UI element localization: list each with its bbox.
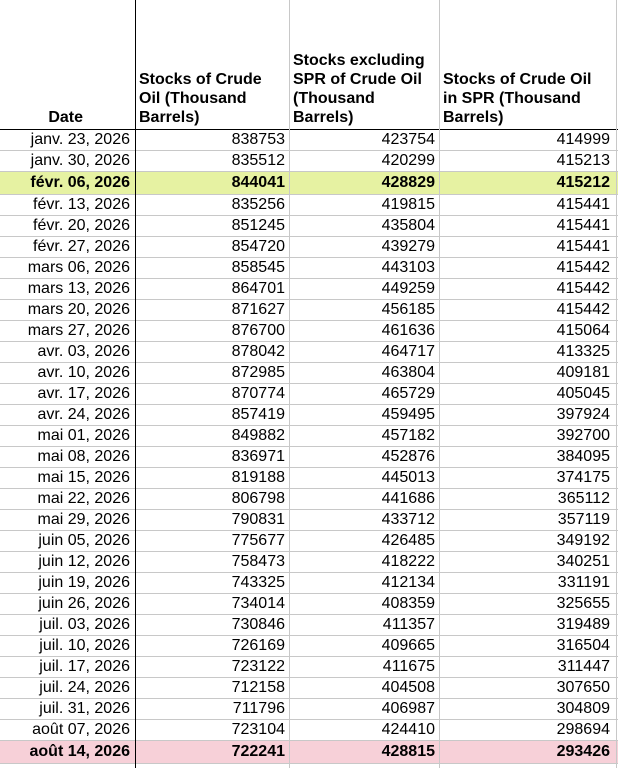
cell-stocks-in-spr[interactable]: 414999	[556, 131, 610, 148]
cell-stocks-excluding-spr[interactable]: 404508	[381, 679, 435, 696]
cell-stocks-in-spr[interactable]: 307650	[556, 679, 610, 696]
cell-date[interactable]: août 07, 2026	[32, 721, 130, 738]
cell-stocks-in-spr[interactable]: 415441	[556, 217, 610, 234]
column-divider	[616, 0, 617, 768]
table-row	[0, 172, 618, 195]
cell-stocks-excluding-spr[interactable]: 456185	[381, 301, 435, 318]
table-row	[0, 426, 618, 447]
cell-stocks-excluding-spr[interactable]: 443103	[381, 259, 435, 276]
cell-date[interactable]: mars 20, 2026	[27, 301, 130, 318]
table-row	[0, 405, 618, 426]
cell-stocks-excluding-spr[interactable]: 426485	[381, 532, 435, 549]
cell-stocks-in-spr[interactable]: 319489	[556, 616, 610, 633]
cell-crude-oil-stocks[interactable]: 849882	[231, 427, 285, 444]
table-row	[0, 321, 618, 342]
table-row	[0, 615, 618, 636]
cell-crude-oil-stocks[interactable]: 851245	[231, 217, 285, 234]
cell-stocks-in-spr[interactable]: 325655	[556, 595, 610, 612]
cell-stocks-excluding-spr[interactable]: 411357	[382, 616, 435, 633]
cell-date[interactable]: mai 08, 2026	[37, 448, 130, 465]
cell-crude-oil-stocks[interactable]: 726169	[231, 637, 285, 654]
table-row	[0, 678, 618, 699]
cell-crude-oil-stocks[interactable]: 835256	[231, 196, 285, 213]
cell-crude-oil-stocks[interactable]: 775677	[231, 532, 285, 549]
cell-stocks-in-spr[interactable]: 331191	[557, 574, 610, 591]
cell-stocks-in-spr[interactable]: 349192	[556, 532, 610, 549]
cell-stocks-excluding-spr[interactable]: 428829	[381, 174, 435, 191]
cell-crude-oil-stocks[interactable]: 723122	[231, 658, 285, 675]
cell-stocks-excluding-spr[interactable]: 408359	[381, 595, 435, 612]
cell-crude-oil-stocks[interactable]: 838753	[231, 131, 285, 148]
cell-date[interactable]: juin 05, 2026	[38, 532, 130, 549]
cell-stocks-in-spr[interactable]: 415441	[556, 238, 610, 255]
header-crude-oil-stocks[interactable]	[136, 0, 289, 129]
cell-crude-oil-stocks[interactable]: 878042	[231, 343, 285, 360]
cell-stocks-excluding-spr[interactable]: 439279	[381, 238, 435, 255]
cell-stocks-excluding-spr[interactable]: 409665	[381, 637, 435, 654]
cell-stocks-in-spr[interactable]: 304809	[556, 700, 610, 717]
cell-date[interactable]: avr. 17, 2026	[37, 385, 130, 402]
cell-date[interactable]: févr. 27, 2026	[33, 238, 130, 255]
table-row	[0, 573, 618, 594]
cell-date[interactable]: juin 19, 2026	[38, 574, 130, 591]
cell-stocks-in-spr[interactable]: 384095	[556, 448, 610, 465]
cell-stocks-in-spr[interactable]: 405045	[556, 385, 610, 402]
cell-stocks-in-spr[interactable]: 392700	[556, 427, 610, 444]
cell-crude-oil-stocks[interactable]: 876700	[231, 322, 285, 339]
table-row	[0, 468, 618, 489]
cell-crude-oil-stocks[interactable]: 858545	[231, 259, 285, 276]
table-row	[0, 741, 618, 764]
cell-crude-oil-stocks[interactable]: 871627	[231, 301, 285, 318]
table-row	[0, 363, 618, 384]
cell-stocks-in-spr[interactable]: 374175	[556, 469, 610, 486]
cell-crude-oil-stocks[interactable]: 870774	[231, 385, 285, 402]
cell-date[interactable]: juin 12, 2026	[38, 553, 130, 570]
cell-crude-oil-stocks[interactable]: 835512	[231, 152, 285, 169]
cell-stocks-excluding-spr[interactable]: 428815	[381, 743, 435, 760]
cell-date[interactable]: mai 15, 2026	[37, 469, 130, 486]
table-row	[0, 151, 618, 172]
cell-stocks-excluding-spr[interactable]: 452876	[381, 448, 435, 465]
cell-date[interactable]: févr. 20, 2026	[33, 217, 130, 234]
table-row	[0, 447, 618, 468]
cell-stocks-excluding-spr[interactable]: 419815	[381, 196, 435, 213]
cell-date[interactable]: mai 29, 2026	[37, 511, 130, 528]
cell-stocks-in-spr[interactable]: 409181	[556, 364, 610, 381]
cell-stocks-excluding-spr[interactable]: 449259	[381, 280, 435, 297]
cell-stocks-excluding-spr[interactable]: 418222	[381, 553, 435, 570]
header-stocks-in-spr-label: Stocks of Crude Oil in SPR (Thousand Barrels)	[443, 71, 592, 126]
table-row	[0, 552, 618, 573]
cell-stocks-excluding-spr[interactable]: 406987	[381, 700, 435, 717]
column-divider	[289, 0, 290, 768]
cell-crude-oil-stocks[interactable]: 819188	[231, 469, 285, 486]
cell-crude-oil-stocks[interactable]: 790831	[231, 511, 285, 528]
table-row	[0, 258, 618, 279]
cell-date[interactable]: mars 13, 2026	[27, 280, 130, 297]
cell-crude-oil-stocks[interactable]: 734014	[231, 595, 285, 612]
cell-stocks-in-spr[interactable]: 415442	[556, 259, 610, 276]
cell-date[interactable]: janv. 30, 2026	[30, 152, 130, 169]
column-divider	[135, 0, 136, 768]
table-row	[0, 594, 618, 615]
cell-stocks-in-spr[interactable]: 298694	[556, 721, 610, 738]
cell-date[interactable]: juin 26, 2026	[38, 595, 130, 612]
column-divider	[439, 0, 440, 768]
header-stocks-excluding-spr-label: Stocks excluding SPR of Crude Oil (Thousand Barrels)	[293, 52, 425, 126]
cell-stocks-excluding-spr[interactable]: 412134	[381, 574, 435, 591]
table-row	[0, 195, 618, 216]
cell-stocks-excluding-spr[interactable]: 423754	[381, 131, 435, 148]
cell-stocks-in-spr[interactable]: 316504	[556, 637, 610, 654]
cell-crude-oil-stocks[interactable]: 712158	[231, 679, 285, 696]
cell-stocks-in-spr[interactable]: 415212	[556, 174, 610, 191]
cell-stocks-excluding-spr[interactable]: 433712	[381, 511, 435, 528]
cell-crude-oil-stocks[interactable]: 723104	[231, 721, 285, 738]
cell-stocks-in-spr[interactable]: 415442	[556, 301, 610, 318]
header-crude-oil-stocks-label: Stocks of Crude Oil (Thousand Barrels)	[139, 71, 262, 126]
table-row	[0, 531, 618, 552]
cell-stocks-excluding-spr[interactable]: 461636	[381, 322, 435, 339]
cell-date[interactable]: mai 01, 2026	[37, 427, 130, 444]
cell-stocks-excluding-spr[interactable]: 420299	[381, 152, 435, 169]
data-rows	[0, 130, 618, 764]
cell-date[interactable]: juil. 31, 2026	[39, 700, 130, 717]
header-stocks-excluding-spr[interactable]	[290, 0, 439, 129]
cell-crude-oil-stocks[interactable]: 872985	[231, 364, 285, 381]
table-row	[0, 657, 618, 678]
table-row	[0, 720, 618, 741]
cell-crude-oil-stocks[interactable]: 864701	[231, 280, 285, 297]
table-row	[0, 342, 618, 363]
cell-stocks-excluding-spr[interactable]: 457182	[381, 427, 435, 444]
table-row	[0, 699, 618, 720]
cell-stocks-in-spr[interactable]: 340251	[556, 553, 610, 570]
cell-stocks-in-spr[interactable]: 311447	[557, 658, 610, 675]
cell-date[interactable]: avr. 24, 2026	[37, 406, 130, 423]
table-row	[0, 216, 618, 237]
header-row	[0, 0, 618, 130]
cell-crude-oil-stocks[interactable]: 730846	[231, 616, 285, 633]
cell-stocks-excluding-spr[interactable]: 459495	[381, 406, 435, 423]
cell-date[interactable]: août 14, 2026	[29, 743, 130, 760]
cell-crude-oil-stocks[interactable]: 836971	[231, 448, 285, 465]
table-row	[0, 636, 618, 657]
cell-stocks-in-spr[interactable]: 413325	[556, 343, 610, 360]
cell-date[interactable]: janv. 23, 2026	[30, 131, 130, 148]
cell-stocks-excluding-spr[interactable]: 445013	[381, 469, 435, 486]
table-row	[0, 300, 618, 321]
cell-date[interactable]: mars 27, 2026	[27, 322, 130, 339]
header-date[interactable]	[0, 0, 135, 129]
table-row	[0, 489, 618, 510]
cell-crude-oil-stocks[interactable]: 857419	[231, 406, 285, 423]
cell-date[interactable]: juil. 03, 2026	[39, 616, 130, 633]
table-row	[0, 510, 618, 531]
cell-stocks-in-spr[interactable]: 357119	[557, 511, 610, 528]
cell-stocks-excluding-spr[interactable]: 424410	[381, 721, 435, 738]
cell-stocks-excluding-spr[interactable]: 435804	[381, 217, 435, 234]
cell-crude-oil-stocks[interactable]: 758473	[231, 553, 285, 570]
cell-stocks-in-spr[interactable]: 415213	[556, 152, 610, 169]
cell-date[interactable]: févr. 06, 2026	[30, 174, 130, 191]
cell-date[interactable]: juil. 24, 2026	[39, 679, 130, 696]
cell-date[interactable]: févr. 13, 2026	[33, 196, 130, 213]
cell-stocks-excluding-spr[interactable]: 463804	[381, 364, 435, 381]
cell-stocks-in-spr[interactable]: 293426	[556, 743, 610, 760]
table-row	[0, 384, 618, 405]
cell-date[interactable]: mars 06, 2026	[27, 259, 130, 276]
cell-date[interactable]: juil. 17, 2026	[39, 658, 130, 675]
cell-crude-oil-stocks[interactable]: 711796	[232, 700, 285, 717]
cell-crude-oil-stocks[interactable]: 844041	[231, 174, 285, 191]
cell-stocks-excluding-spr[interactable]: 464717	[381, 343, 435, 360]
header-stocks-in-spr[interactable]	[440, 0, 616, 129]
header-date-label: Date	[48, 109, 83, 126]
cell-stocks-excluding-spr[interactable]: 465729	[381, 385, 435, 402]
cell-crude-oil-stocks[interactable]: 806798	[231, 490, 285, 507]
cell-date[interactable]: avr. 10, 2026	[37, 364, 130, 381]
cell-crude-oil-stocks[interactable]: 743325	[231, 574, 285, 591]
cell-stocks-in-spr[interactable]: 415441	[556, 196, 610, 213]
cell-stocks-excluding-spr[interactable]: 411675	[382, 658, 435, 675]
cell-stocks-in-spr[interactable]: 415064	[556, 322, 610, 339]
table-row	[0, 279, 618, 300]
cell-stocks-in-spr[interactable]: 365112	[557, 490, 610, 507]
cell-date[interactable]: avr. 03, 2026	[37, 343, 130, 360]
table-row	[0, 237, 618, 258]
cell-stocks-in-spr[interactable]: 397924	[556, 406, 610, 423]
table-row	[0, 130, 618, 151]
cell-crude-oil-stocks[interactable]: 722241	[231, 743, 285, 760]
cell-stocks-excluding-spr[interactable]: 441686	[381, 490, 435, 507]
cell-stocks-in-spr[interactable]: 415442	[556, 280, 610, 297]
cell-date[interactable]: juil. 10, 2026	[39, 637, 130, 654]
cell-date[interactable]: mai 22, 2026	[37, 490, 130, 507]
cell-crude-oil-stocks[interactable]: 854720	[231, 238, 285, 255]
